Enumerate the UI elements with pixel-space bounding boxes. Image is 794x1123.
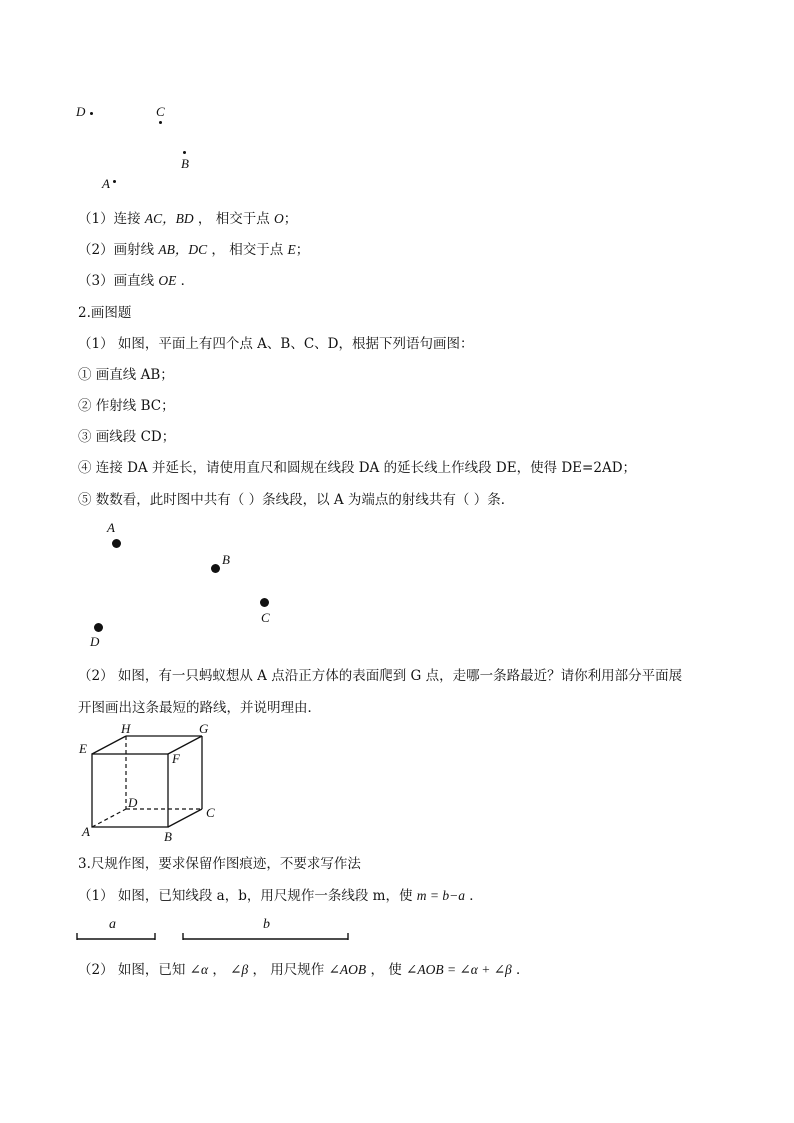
q2-step-5: ⑤ 数数看，此时图中共有（ ）条线段，以 A 为端点的射线共有（ ）条．	[78, 492, 515, 508]
fig2-label-b: B	[222, 552, 230, 567]
segment-a-label: a	[109, 917, 116, 932]
cube-label-d: D	[128, 795, 138, 810]
q2-sub1: （1） 如图，平面上有四个点 A、B、C、D，根据下列语句画图：	[78, 336, 474, 352]
q1-item-2: （2）画射线 AB，DC ， 相交于点 E；	[78, 242, 310, 258]
cube-label-b: B	[164, 829, 172, 844]
q2-sub2-line1: （2） 如图，有一只蚂蚁想从 A 点沿正方体的表面爬到 G 点，走哪一条路最近？请你利用部分平面展	[78, 668, 683, 684]
q3-heading: 3.尺规作图，要求保留作图痕迹，不要求写作法	[78, 856, 361, 872]
q1-item-1: （1）连接 AC，BD ， 相交于点 O；	[78, 211, 298, 227]
q2-sub2-line2: 开图画出这条最短的路线，并说明理由．	[78, 700, 321, 716]
point-label-a: A	[102, 176, 110, 191]
q2-step-4: ④ 连接 DA 并延长，请使用直尺和圆规在线段 DA 的延长线上作线段 DE，使得 DE=2AD；	[78, 460, 637, 476]
q2-heading: 2.画图题	[78, 305, 132, 321]
point-label-c: C	[156, 104, 165, 119]
q1-item-3: （3）画直线 OE ．	[78, 273, 195, 289]
q2-step-3: ③ 画线段 CD；	[78, 429, 176, 445]
q2-step-1: ① 画直线 AB；	[78, 367, 174, 383]
cube-label-e: E	[79, 741, 87, 756]
q2-step-2: ② 作射线 BC；	[78, 398, 175, 414]
cube-label-h: H	[121, 721, 131, 736]
q3-sub2: （2） 如图，已知 ∠α ， ∠β ， 用尺规作 ∠AOB ， 使 ∠AOB = ∠α + ∠β ．	[78, 962, 530, 978]
q3-sub1: （1） 如图，已知线段 a，b，用尺规作一条线段 m，使 m = b−a ．	[78, 888, 483, 904]
cube-label-c: C	[206, 805, 215, 820]
segment-b-label: b	[263, 917, 270, 932]
point-label-b: B	[181, 156, 189, 171]
fig2-label-a: A	[107, 520, 115, 535]
fig2-label-c: C	[261, 610, 270, 625]
cube-label-g: G	[199, 721, 209, 736]
fig2-label-d: D	[90, 634, 100, 649]
cube-label-f: F	[172, 751, 180, 766]
point-label-d: D	[76, 104, 86, 119]
cube-label-a: A	[82, 824, 90, 839]
